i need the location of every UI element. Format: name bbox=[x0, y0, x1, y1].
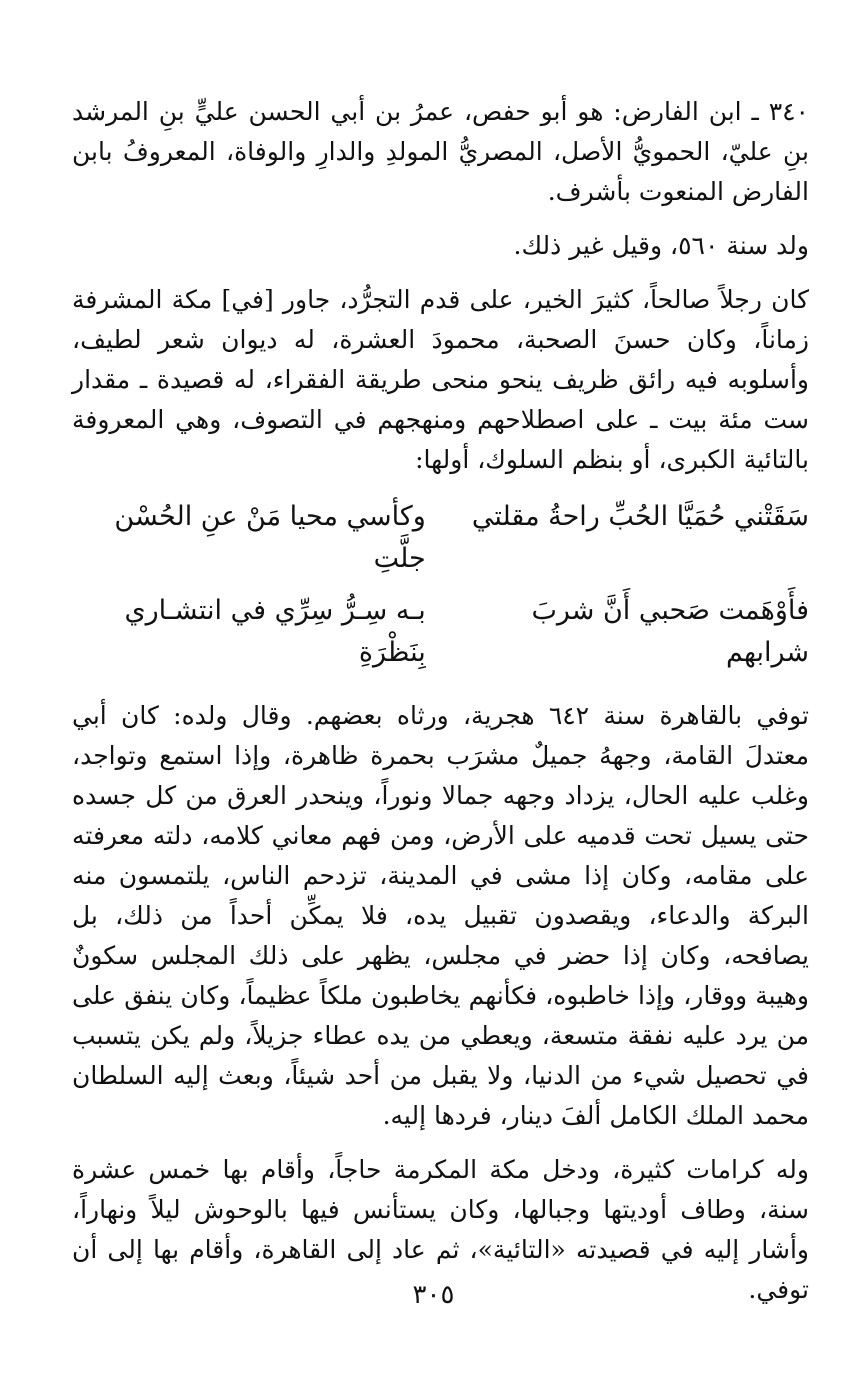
birth-paragraph: ولد سنة ٥٦٠، وقيل غير ذلك. bbox=[513, 231, 809, 260]
death-paragraph: توفي بالقاهرة سنة ٦٤٢ هجرية، ورثاه بعضهم. وقال ولده: كان أبي معتدلَ القامة، وجههُ جميلٌ مشرَب بحمرة ظاهرة، وإذا استمع وتواجد، وغلب عليه الحال، يزداد وجهه جمالا ونوراً، وينحدر العرق من كل جسده حتى يسيل تحت قدميه على الأرض، ومن فهم معاني كلامه، دلته معرفته على مقامه، وكان إذا مشى في المدينة، تزدحم الناس، يلتمسون منه البركة والدعاء، ويقصدون تقبيل يده، فلا يمكِّن أحداً من ذلك، بل يصافحه، وكان إذا حضر في مجلس، يظهر على ذلك المجلس سكونٌ وهيبة ووقار، وإذا خاطبوه، فكأنهم يخاطبون ملكاً عظيماً، وكان ينفق على من يرد عليه نفقة متسعة، ويعطي من يده عطاء جزيلاً، ولم يكن يتسبب في تحصيل شيء من الدنيا، ولا يقبل من أحد شيئاً، وبعث إليه السلطان محمد الملك الكامل ألفَ دينار، فردها إليه. bbox=[72, 701, 809, 1130]
verse-second-hemistich: بـه سِـرُّ سِرِّي في انتشـاري بِنَظْرَةِ bbox=[124, 595, 426, 668]
page-number: ٣٠٥ bbox=[412, 1280, 455, 1310]
character-paragraph: كان رجلاً صالحاً، كثيرَ الخير، على قدم التجرُّد، جاور [في] مكة المشرفة زماناً، وكان حسنَ الصحبة، محمودَ العشرة، له ديوان شعر لطيف، وأسلوبه فيه رائق ظريف ينحو منحى طريقة الفقراء، له قصيدة ـ مقدار ست مئة بيت ـ على اصطلاحهم ومنهجهم في التصوف، وهي المعروفة بالتائية الكبرى، أو بنظم السلوك، أولها: bbox=[72, 285, 809, 474]
verse-first-hemistich: فأَوْهَمت صَحبي أَنَّ شربَ شرابهم bbox=[531, 595, 809, 668]
poem-block bbox=[72, 496, 809, 674]
verse-second-hemistich: وكأسي محيا مَنْ عنِ الحُسْن جلَّتِ bbox=[114, 501, 426, 574]
verse-first-hemistich: سَقَتْني حُمَيَّا الحُبِّ راحةُ مقلتي bbox=[471, 501, 809, 532]
page-content bbox=[72, 92, 809, 1310]
poem-verse bbox=[72, 590, 809, 674]
miracles-paragraph: وله كرامات كثيرة، ودخل مكة المكرمة حاجاً، وأقام بها خمس عشرة سنة، وطاف أوديتها وجبالها، وكان يستأنس فيها بالوحوش ليلاً ونهاراً، وأشار إليه في قصيدته «التائية»، ثم عاد إلى القاهرة، وأقام بها إلى أن توفي. bbox=[72, 1155, 809, 1304]
biography-entry-paragraph: ٣٤٠ ـ ابن الفارض: هو أبو حفص، عمرُ بن أبي الحسن عليٍّ بنِ المرشد بنِ عليّ، الحمويُّ الأصل، المصريُّ المولدِ والدارِ والوفاة، المعروفُ بابن الفارض المنعوت بأشرف. bbox=[72, 97, 809, 206]
poem-verse bbox=[72, 496, 809, 580]
